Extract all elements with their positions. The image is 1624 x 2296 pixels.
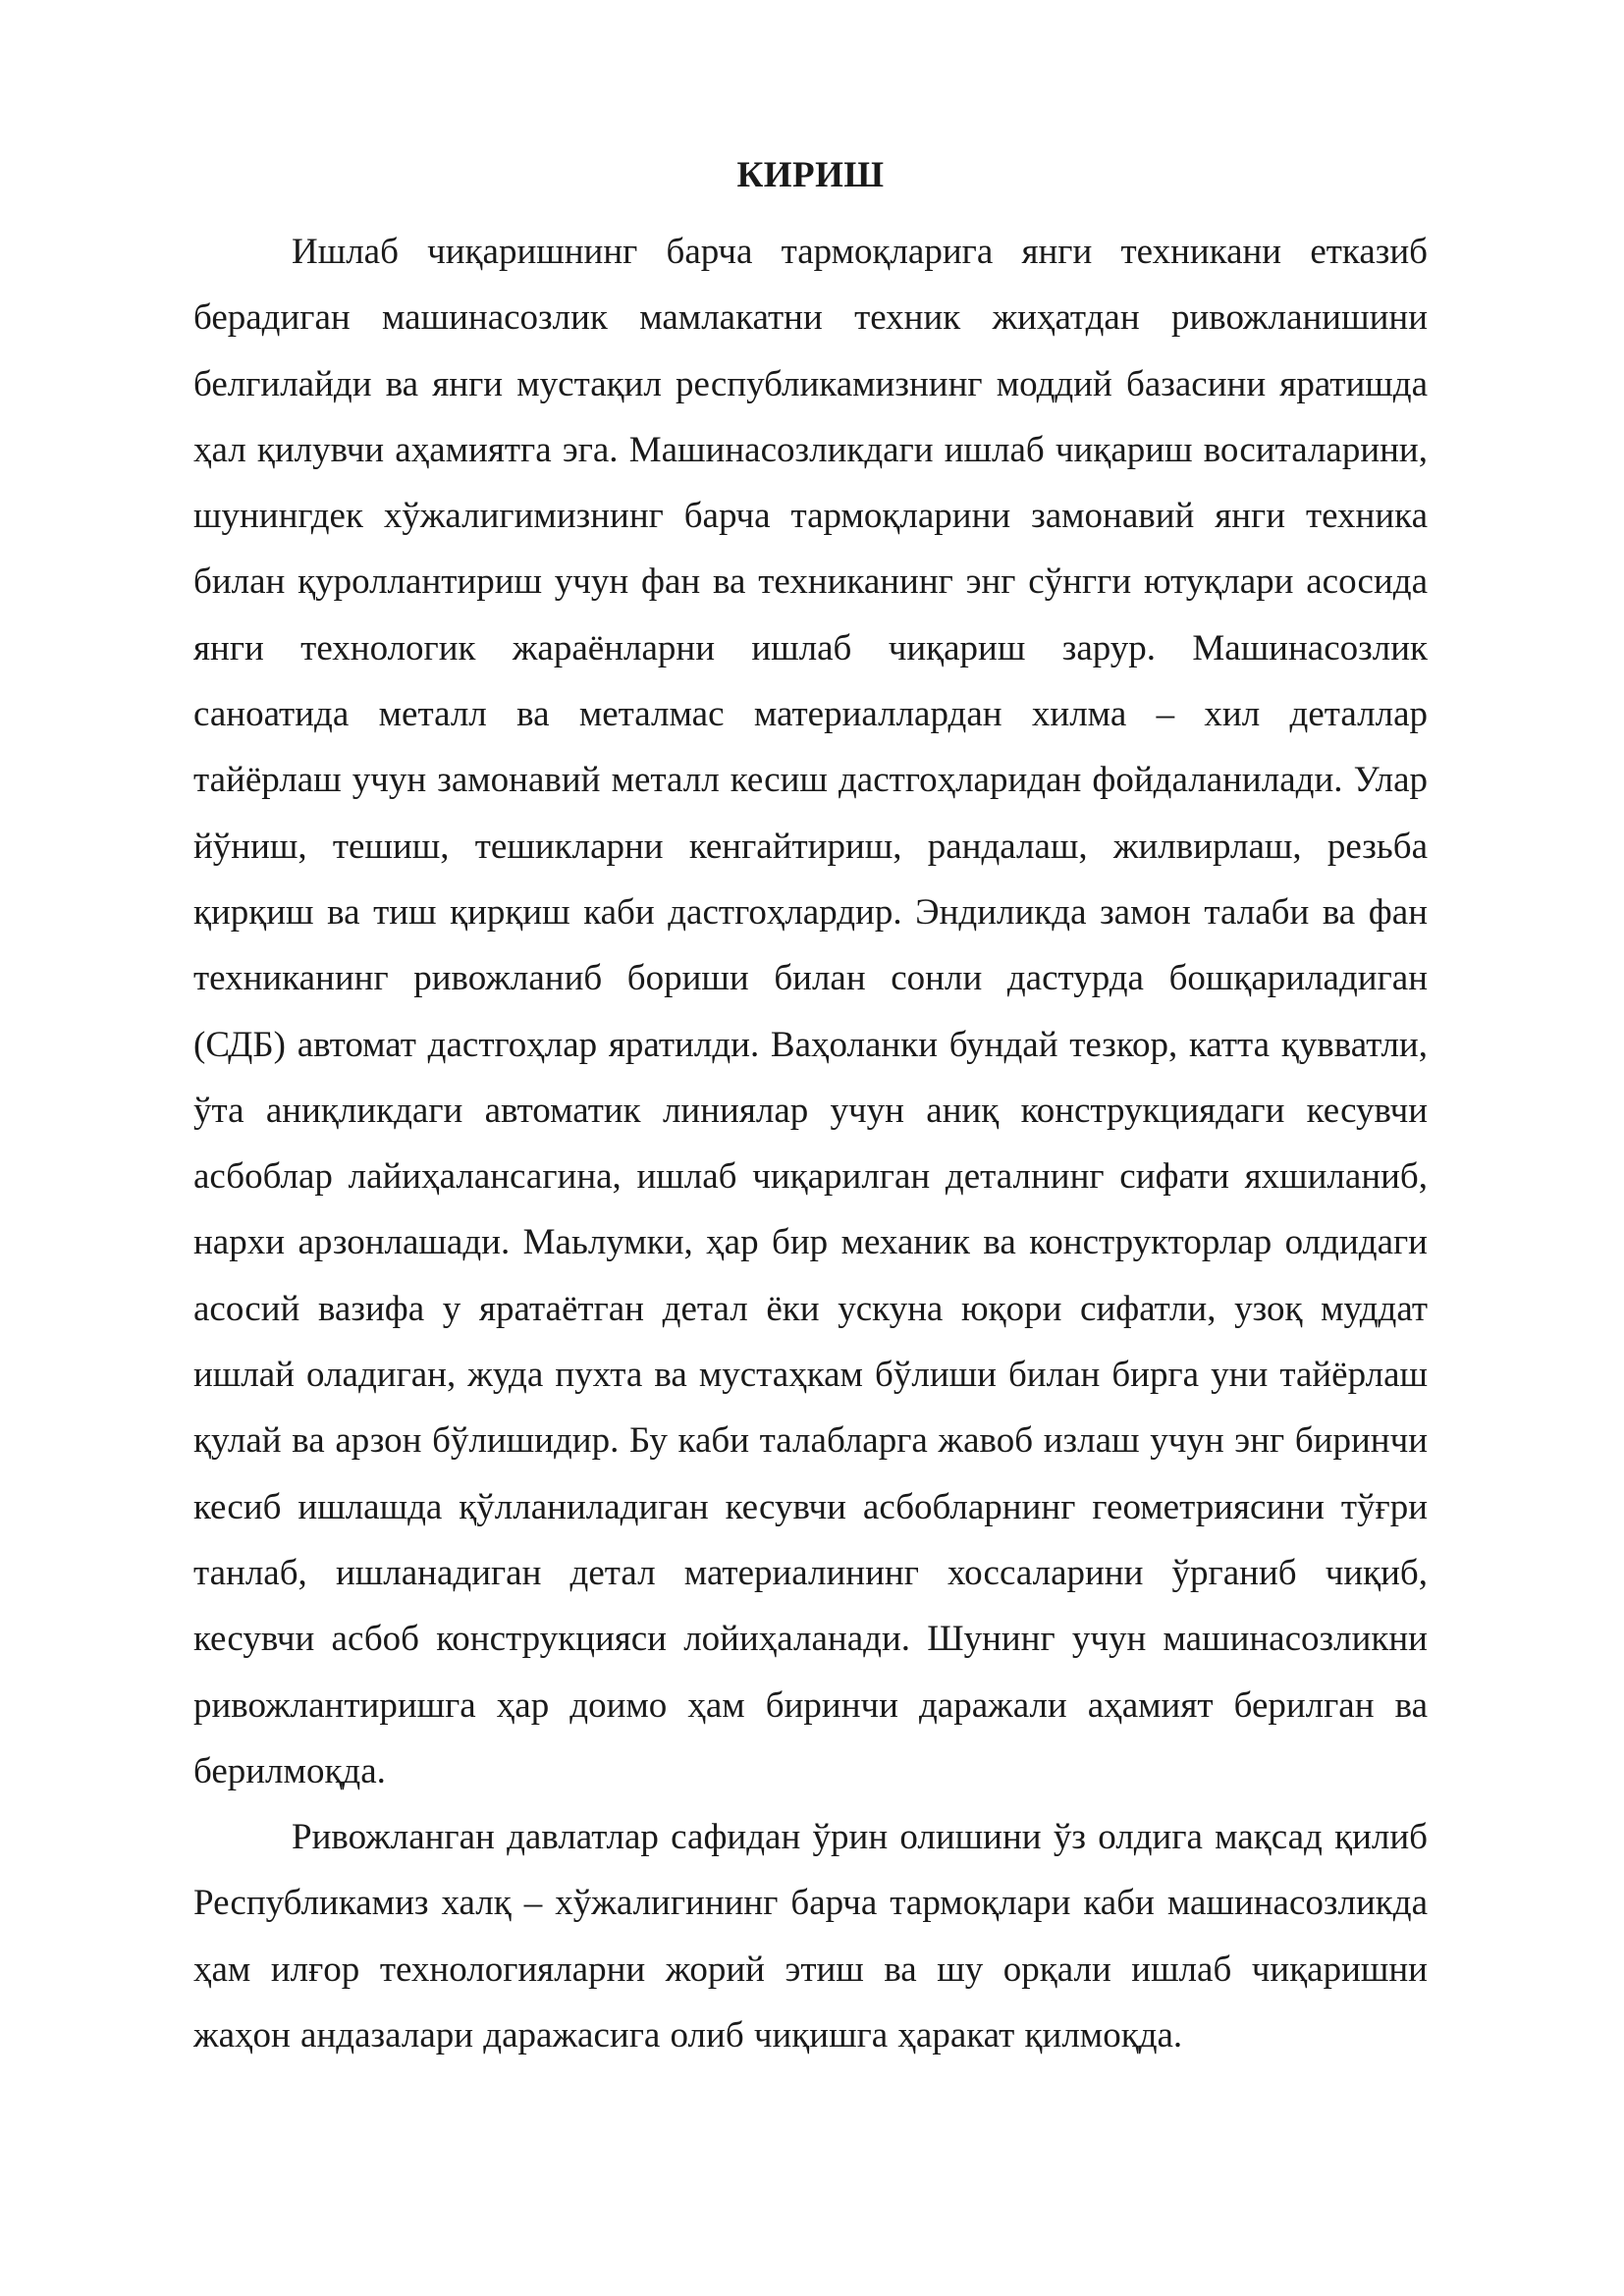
paragraph-2: Ривожланган давлатлар сафидан ўрин олишини ўз олдига мақсад қилиб Республикамиз халқ – хўжалигининг барча тармоқлари каби машинасозликда ҳам илғор технологияларни жорий этиш ва шу орқали ишлаб чиқаришни жаҳон андазалари даражасига олиб чиқишга ҳаракат қилмоқда. [193,1817,1428,2056]
paragraph-1: Ишлаб чиқаришнинг барча тармоқларига янги техникани етказиб берадиган машинасозлик мамлакатни техник жиҳатдан ривожланишини белгилайди ва янги мустақил республикамизнинг моддий базасини яратишда ҳал қилувчи аҳамиятга эга. Машинасозликдаги ишлаб чиқариш воситаларини, шунингдек хўжалигимизнинг барча тармоқларини замонавий янги техника билан қуроллантириш учун фан ва техниканинг энг сўнгги ютуқлари асосида янги технологик жараёнларни ишлаб чиқариш зарур. Машинасозлик саноатида металл ва металмас материаллардан хилма – хил деталлар тайёрлаш учун замонавий металл кесиш дастгоҳларидан фойдаланилади. Улар йўниш, тешиш, тешикларни кенгайтириш, рандалаш, жилвирлаш, резьба қирқиш ва тиш қирқиш каби дастгоҳлардир. Эндиликда замон талаби ва фан техниканинг ривожланиб бориши билан сонли дастурда бошқариладиган (СДБ) автомат дастгоҳлар яратилди. Ваҳоланки бундай тезкор, катта қувватли, ўта аниқликдаги автоматик линиялар учун аниқ конструкциядаги кесувчи асбоблар лайиҳалансагина, ишлаб чиқарилган деталнинг сифати яхшиланиб, нархи арзонлашади. Маьлумки, ҳар бир механик ва конструкторлар олдидаги асосий вазифа у яратаётган детал ёки ускуна юқори сифатли, узоқ муддат ишлай оладиган, жуда пухта ва мустаҳкам бўлиши билан бирга уни тайёрлаш қулай ва арзон бўлишидир. Бу каби талабларга жавоб излаш учун энг биринчи кесиб ишлашда қўлланиладиган кесувчи асбобларнинг геометриясини тўғри танлаб, ишланадиган детал материалининг хоссаларини ўрганиб чиқиб, кесувчи асбоб конструкцияси лойиҳаланади. Шунинг учун машинасозликни ривожлантиришга ҳар доимо ҳам биринчи даражали аҳамият берилган ва берилмоқда. [193,232,1428,1791]
page-title: КИРИШ [736,155,885,195]
